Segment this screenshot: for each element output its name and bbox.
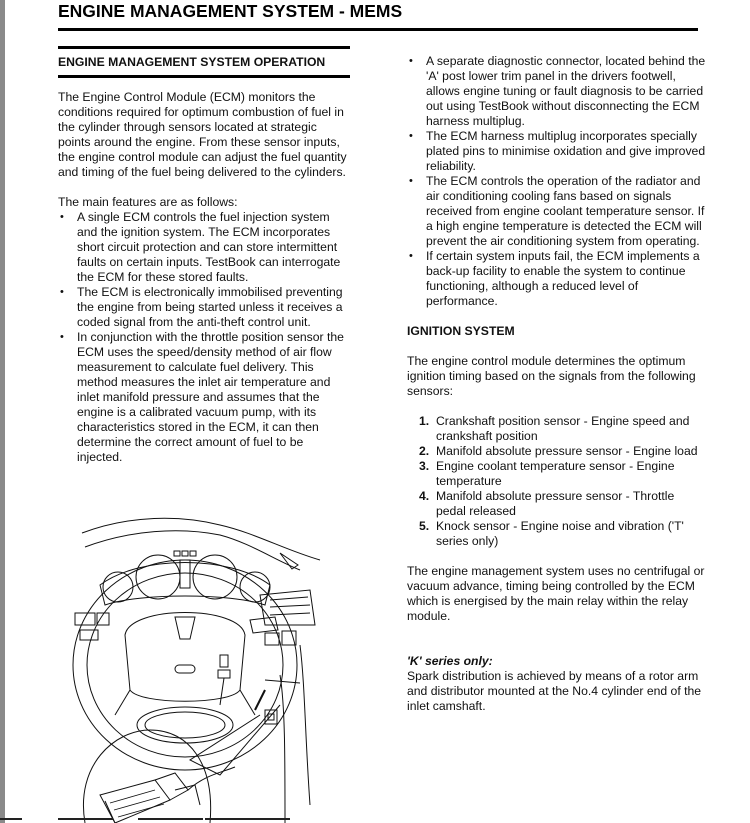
bottom-edge-segment <box>205 818 290 820</box>
list-item: • The ECM controls the operation of the radiator and air conditioning cooling fans based on signals received from engine coolant temperature sensor. If a high engine temperature is detected the ECM will prevent the air conditioning system from operating. <box>409 174 705 248</box>
k-series-heading: 'K' series only: <box>407 654 493 668</box>
left-page-edge <box>0 0 5 823</box>
bullet-icon: • <box>60 211 64 223</box>
bullet-icon: • <box>60 331 64 343</box>
page-title: ENGINE MANAGEMENT SYSTEM - MEMS <box>58 1 403 21</box>
list-item: 1. Crankshaft position sensor - Engine speed and crankshaft position <box>419 414 690 443</box>
list-item: • If certain system inputs fail, the ECM implements a back-up facility to enable the system to continue functioning, although a reduced level of performance. <box>409 249 700 308</box>
bottom-edge-segment <box>0 818 22 820</box>
bullet-icon: • <box>409 175 413 187</box>
features-list <box>58 210 350 465</box>
intro-paragraph: The Engine Control Module (ECM) monitors the conditions required for optimum combustion of fuel in the cylinder through sensors located at strategic points around the engine. From these sensor inputs, the engine control module can adjust the fuel quantity and timing of the fuel being delivered to the cylinders. <box>58 90 347 179</box>
list-item: • The ECM harness multiplug incorporates specially plated pins to minimise oxidation and give improved reliability. <box>409 129 706 173</box>
list-item: 2. Manifold absolute pressure sensor - Engine load <box>419 444 698 458</box>
bottom-edge-segment <box>138 818 203 820</box>
bullet-icon: • <box>409 130 413 142</box>
section-heading-operation: ENGINE MANAGEMENT SYSTEM OPERATION <box>58 55 326 69</box>
section-rule-bottom <box>58 75 350 78</box>
list-item: 3. Engine coolant temperature sensor - Engine temperature <box>419 459 675 488</box>
features-lead: The main features are as follows: <box>58 195 238 209</box>
bullet-icon: • <box>409 55 413 67</box>
k-series-paragraph: Spark distribution is achieved by means of a rotor arm and distributor mounted at the No.4 cylinder end of the inlet camshaft. <box>407 669 702 713</box>
list-item: • The ECM is electronically immobilised preventing the engine from being started unless it receives a coded signal from the anti-theft control unit. <box>60 285 343 329</box>
list-item: 5. Knock sensor - Engine noise and vibration ('T' series only) <box>419 519 684 548</box>
ignition-intro: The engine control module determines the optimum ignition timing based on the signals from the following sensors: <box>407 354 696 398</box>
list-item: • In conjunction with the throttle position sensor the ECM uses the speed/density method of air flow measurement to calculate fuel delivery. This method measures the inlet air temperature and inlet manifold pressure and assumes that the engine is a calibrated vacuum pump, with its characteristics stored in the ECM, it can then determine the correct amount of fuel to be injected. <box>60 330 344 464</box>
section-rule-top <box>58 46 350 49</box>
right-column <box>407 54 707 714</box>
steering-wheel-illustration <box>70 505 325 823</box>
title-rule <box>58 28 698 31</box>
bullet-icon: • <box>60 286 64 298</box>
bullet-icon: • <box>409 250 413 262</box>
list-item: • A single ECM controls the fuel injection system and the ignition system. The ECM incorporates short circuit protection and can store intermittent faults on certain inputs. TestBook can interrogate the ECM for these stored faults. <box>60 210 341 284</box>
advance-paragraph: The engine management system uses no centrifugal or vacuum advance, timing being controlled by the ECM which is energised by the main relay within the relay module. <box>407 564 705 623</box>
ignition-system-heading: IGNITION SYSTEM <box>407 324 515 338</box>
left-column <box>58 46 350 465</box>
features-list-continued <box>407 54 707 309</box>
list-item: • A separate diagnostic connector, located behind the 'A' post lower trim panel in the drivers footwell, allows engine tuning or fault diagnosis to be carried out using TestBook without disconnecting the ECM harness multiplug. <box>409 54 706 128</box>
list-item: 4. Manifold absolute pressure sensor - Throttle pedal released <box>419 489 675 518</box>
sensor-list <box>407 414 707 549</box>
bottom-edge-segment <box>58 818 113 820</box>
